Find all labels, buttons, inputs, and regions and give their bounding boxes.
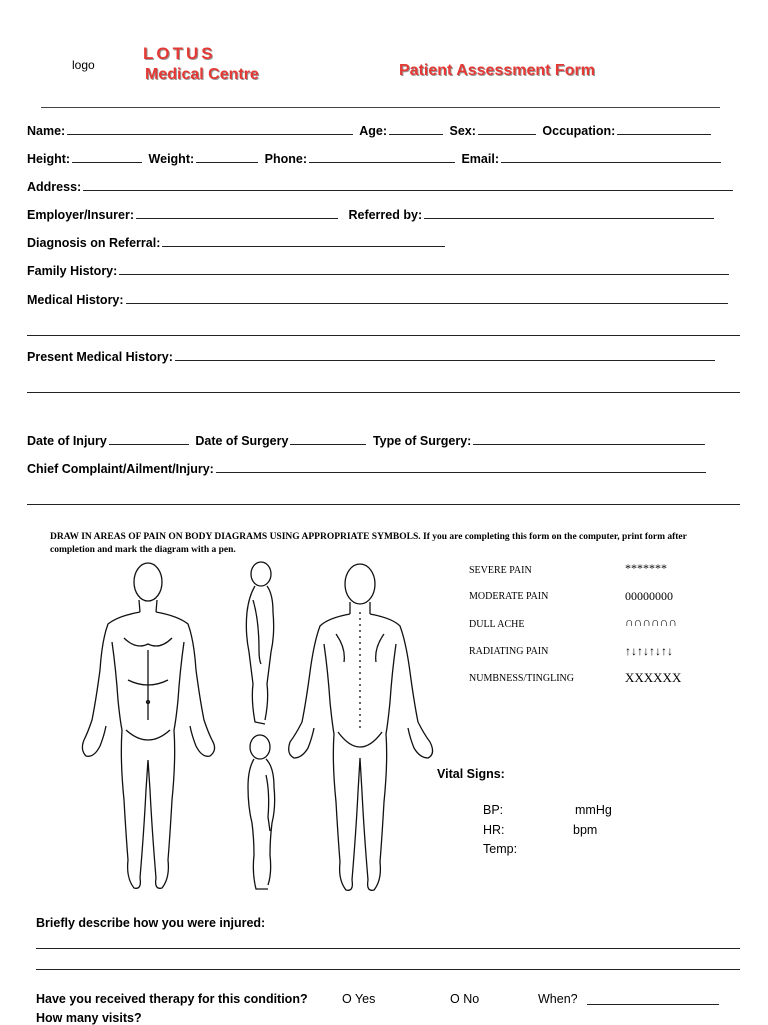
visits-question: How many visits?	[36, 1011, 142, 1025]
sex-field[interactable]	[478, 124, 536, 135]
legend-symbol-moderate: 00000000	[625, 589, 673, 603]
name-field[interactable]	[67, 124, 353, 135]
diagnosis-field[interactable]	[162, 236, 445, 247]
email-field[interactable]	[501, 152, 721, 163]
hr-unit: bpm	[573, 823, 598, 837]
row-family-history	[27, 264, 732, 278]
temp-label: Temp:	[483, 842, 518, 856]
legend-symbol-numbness: XXXXXX	[625, 670, 682, 685]
hr-label: HR:	[483, 823, 505, 837]
weight-label: Weight:	[148, 152, 195, 166]
vital-signs-title: Vital Signs:	[437, 767, 505, 781]
logo-placeholder: logo	[72, 58, 95, 72]
legend-label-radiating: RADIATING PAIN	[469, 646, 549, 657]
body-side-lower-diagram[interactable]	[240, 733, 286, 893]
row-address	[27, 180, 736, 194]
phone-label: Phone:	[264, 152, 307, 166]
chief-complaint-label: Chief Complaint/Ailment/Injury:	[27, 462, 214, 476]
weight-field[interactable]	[196, 152, 258, 163]
sex-label: Sex:	[449, 124, 476, 138]
row-employer	[27, 208, 717, 222]
present-history-label: Present Medical History:	[27, 350, 173, 364]
employer-field[interactable]	[136, 208, 338, 219]
height-field[interactable]	[72, 152, 142, 163]
medical-history-label: Medical History:	[27, 293, 124, 307]
medical-history-field[interactable]	[126, 293, 728, 304]
date-injury-label: Date of Injury	[27, 434, 107, 448]
legend-label-numbness: NUMBNESS/TINGLING	[469, 673, 574, 684]
occupation-label: Occupation:	[542, 124, 616, 138]
family-history-label: Family History:	[27, 264, 118, 278]
body-side-upper-diagram[interactable]	[233, 560, 283, 728]
row-height	[27, 152, 724, 166]
therapy-when-label: When?	[538, 992, 578, 1006]
address-field[interactable]	[83, 180, 733, 191]
brand-subtitle: Medical Centre	[145, 66, 259, 83]
therapy-question: Have you received therapy for this condition?	[36, 992, 308, 1006]
referred-by-field[interactable]	[424, 208, 714, 219]
row-dates	[27, 434, 708, 448]
row-chief-complaint	[27, 462, 709, 476]
row-name	[27, 124, 714, 138]
therapy-yes-option[interactable]: O Yes	[342, 992, 376, 1006]
chief-complaint-extra-line[interactable]	[27, 504, 740, 505]
legend-label-moderate: MODERATE PAIN	[469, 591, 549, 602]
body-front-diagram[interactable]	[78, 560, 238, 898]
height-label: Height:	[27, 152, 71, 166]
age-label: Age:	[359, 124, 388, 138]
referred-by-label: Referred by:	[348, 208, 423, 222]
date-surgery-field[interactable]	[290, 434, 366, 445]
diagnosis-label: Diagnosis on Referral:	[27, 236, 161, 250]
age-field[interactable]	[389, 124, 443, 135]
header-divider	[41, 107, 720, 108]
legend-symbol-dull: ∩∩∩∩∩∩	[625, 615, 677, 629]
injury-answer-line-1[interactable]	[36, 948, 740, 949]
form-title: Patient Assessment Form	[399, 62, 595, 79]
type-surgery-field[interactable]	[473, 434, 705, 445]
legend-label-severe: SEVERE PAIN	[469, 565, 532, 576]
type-surgery-label: Type of Surgery:	[372, 434, 472, 448]
legend-symbol-radiating: ↑↓↑↓↑↓↑↓	[625, 644, 673, 658]
row-medical-history	[27, 293, 731, 307]
legend-symbol-severe: *******	[625, 561, 667, 575]
family-history-field[interactable]	[119, 264, 729, 275]
body-back-diagram[interactable]	[286, 562, 438, 898]
bp-label: BP:	[483, 803, 504, 817]
email-label: Email:	[461, 152, 499, 166]
injury-question: Briefly describe how you were injured:	[36, 916, 266, 930]
date-injury-field[interactable]	[109, 434, 189, 445]
therapy-when-field[interactable]	[587, 1004, 719, 1005]
address-label: Address:	[27, 180, 82, 194]
therapy-no-option[interactable]: O No	[450, 992, 480, 1006]
legend-label-dull: DULL ACHE	[469, 619, 525, 630]
present-history-extra-line[interactable]	[27, 392, 740, 393]
diagram-instruction-heading: DRAW IN AREAS OF PAIN ON BODY DIAGRAMS USING APPROPRIATE SYMBOLS.	[50, 532, 421, 542]
employer-label: Employer/Insurer:	[27, 208, 134, 222]
row-present-history	[27, 350, 718, 364]
chief-complaint-field[interactable]	[216, 462, 706, 473]
date-surgery-label: Date of Surgery	[195, 434, 289, 448]
occupation-field[interactable]	[617, 124, 711, 135]
injury-answer-line-2[interactable]	[36, 969, 740, 970]
diagram-instructions	[50, 531, 710, 557]
name-label: Name:	[27, 124, 66, 138]
row-diagnosis	[27, 236, 448, 250]
phone-field[interactable]	[309, 152, 455, 163]
bp-unit: mmHg	[575, 803, 612, 817]
brand-name: LOTUS	[143, 44, 216, 63]
medical-history-extra-line[interactable]	[27, 335, 740, 336]
diagram-instruction-text: If you are completing this form on the computer, print form after completion and mark the diagram with a pen.	[50, 532, 687, 555]
present-history-field[interactable]	[175, 350, 715, 361]
